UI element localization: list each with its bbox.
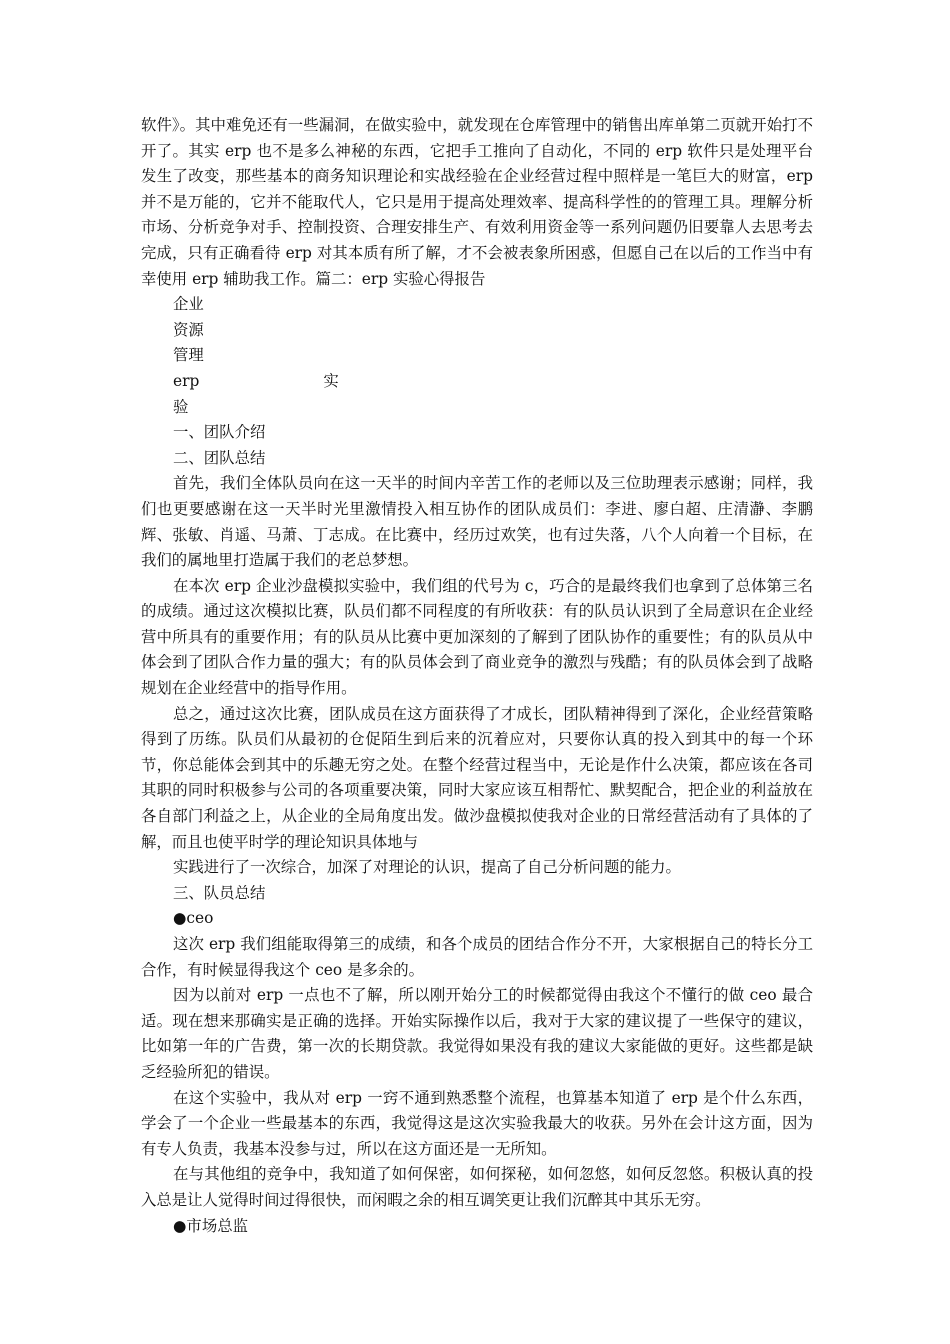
title-fragment-yan: 验 (173, 397, 189, 416)
heading-team-summary: 二、团队总结 (173, 448, 266, 467)
bullet-market-director: ●市场总监 (173, 1216, 248, 1235)
paragraph-thanks: 首先，我们全体队员向在这一天半的时间内辛苦工作的老师以及三位助理表示感谢；同样，我们也更要感谢在这一天半时光里激情投入相互协作的团队成员们：李进、廖白超、庄清瀞、李鹏辉、张敏、肖遥、马萧、丁志成。在比赛中，经历过欢笑，也有过失落，八个人向着一个目标，在我们的属地里打造属于我们的老总梦想。 (141, 474, 813, 570)
heading-team-intro: 一、团队介绍 (173, 423, 266, 442)
paragraph-conclusion: 总之，通过这次比赛，团队成员在这方面获得了才成长，团队精神得到了深化，企业经营策略得到了历练。队员们从最初的仓促陌生到后来的沉着应对，只要你认真的投入到其中的每一个环节，你总能体会到其中的乐趣无穷之处。在整个经营过程当中，无论是作什么决策，都应该在各司其职的同时积极参与公司的各项重要决策，同时大家应该互相帮忙、默契配合，把企业的利益放在各自部门利益之上，从企业的全局角度出发。做沙盘模拟使我对企业的日常经营活动有了具体的了解，而且也使平时学的理论知识具体地与 (141, 704, 813, 851)
paragraph-intro: 软件》。其中难免还有一些漏洞，在做实验中，就发现在仓库管理中的销售出库单第二页就开始打不开了。其实 erp 也不是多么神秘的东西，它把手工推向了自动化，不同的 erp 软件只是处理平台发生了改变，那些基本的商务知识理论和实战经验在企业经营过程中照样是一笔巨大的财富，erp 并不是万能的，它并不能取代人，它只是用于提高处理效率、提高科学性的的管理工具。理解分析市场、分析竞争对手、控制投资、合理安排生产、有效利用资金等一系列问题仍旧要靠人去思考去完成，只有正确看待 erp 对其本质有所了解，才不会被表象所困惑，但愿自己在以后的工作当中有幸使用 erp 辅助我工作。篇二：erp 实验心得报告 (141, 116, 813, 288)
heading-member-summary: 三、队员总结 (173, 883, 266, 902)
title-fragment-erp-row (141, 369, 813, 395)
bullet-ceo: ●ceo (173, 909, 214, 928)
title-fragment-qiye: 企业 (173, 295, 204, 314)
title-fragment-ziyuan: 资源 (173, 320, 204, 339)
title-fragment-shi: 实 (323, 371, 339, 390)
paragraph-ceo-1: 这次 erp 我们组能取得第三的成绩，和各个成员的团结合作分不开，大家根据自己的特长分工合作，有时候显得我这个 ceo 是多余的。 (141, 935, 813, 979)
paragraph-ceo-2: 因为以前对 erp 一点也不了解，所以刚开始分工的时候都觉得由我这个不懂行的做 ceo 最合适。现在想来那确实是正确的选择。开始实际操作以后，我对于大家的建议提了一些保守的建议，比如第一年的广告费，第一次的长期贷款。我觉得如果没有我的建议大家能做的更好。这些都是缺乏经验所犯的错误。 (141, 986, 813, 1081)
title-fragment-erp: erp (173, 371, 200, 390)
paragraph-practice: 实践进行了一次综合，加深了对理论的认识，提高了自己分析问题的能力。 (173, 858, 681, 877)
paragraph-ceo-4: 在与其他组的竞争中，我知道了如何保密，如何探秘，如何忽悠，如何反忽悠。积极认真的投入总是让人觉得时间过得很快，而闲暇之余的相互调笑更让我们沉醉其中其乐无穷。 (141, 1165, 813, 1209)
document-page (141, 113, 813, 1239)
title-fragment-guanli: 管理 (173, 346, 204, 365)
paragraph-result: 在本次 erp 企业沙盘模拟实验中，我们组的代号为 c，巧合的是最终我们也拿到了总体第三名的成绩。通过这次模拟比赛，队员们都不同程度的有所收获：有的队员认识到了全局意识在企业经营中所具有的重要作用；有的队员从比赛中更加深刻的了解到了团队协作的重要性；有的队员从中体会到了团队合作力量的强大；有的队员体会到了商业竞争的激烈与残酷；有的队员体会到了战略规划在企业经营中的指导作用。 (141, 576, 813, 698)
paragraph-ceo-3: 在这个实验中，我从对 erp 一窍不通到熟悉整个流程，也算基本知道了 erp 是个什么东西，学会了一个企业一些最基本的东西，我觉得这是这次实验我最大的收获。另外在会计这方面，因为有专人负责，我基本没参与过，所以在这方面还是一无所知。 (141, 1088, 813, 1158)
